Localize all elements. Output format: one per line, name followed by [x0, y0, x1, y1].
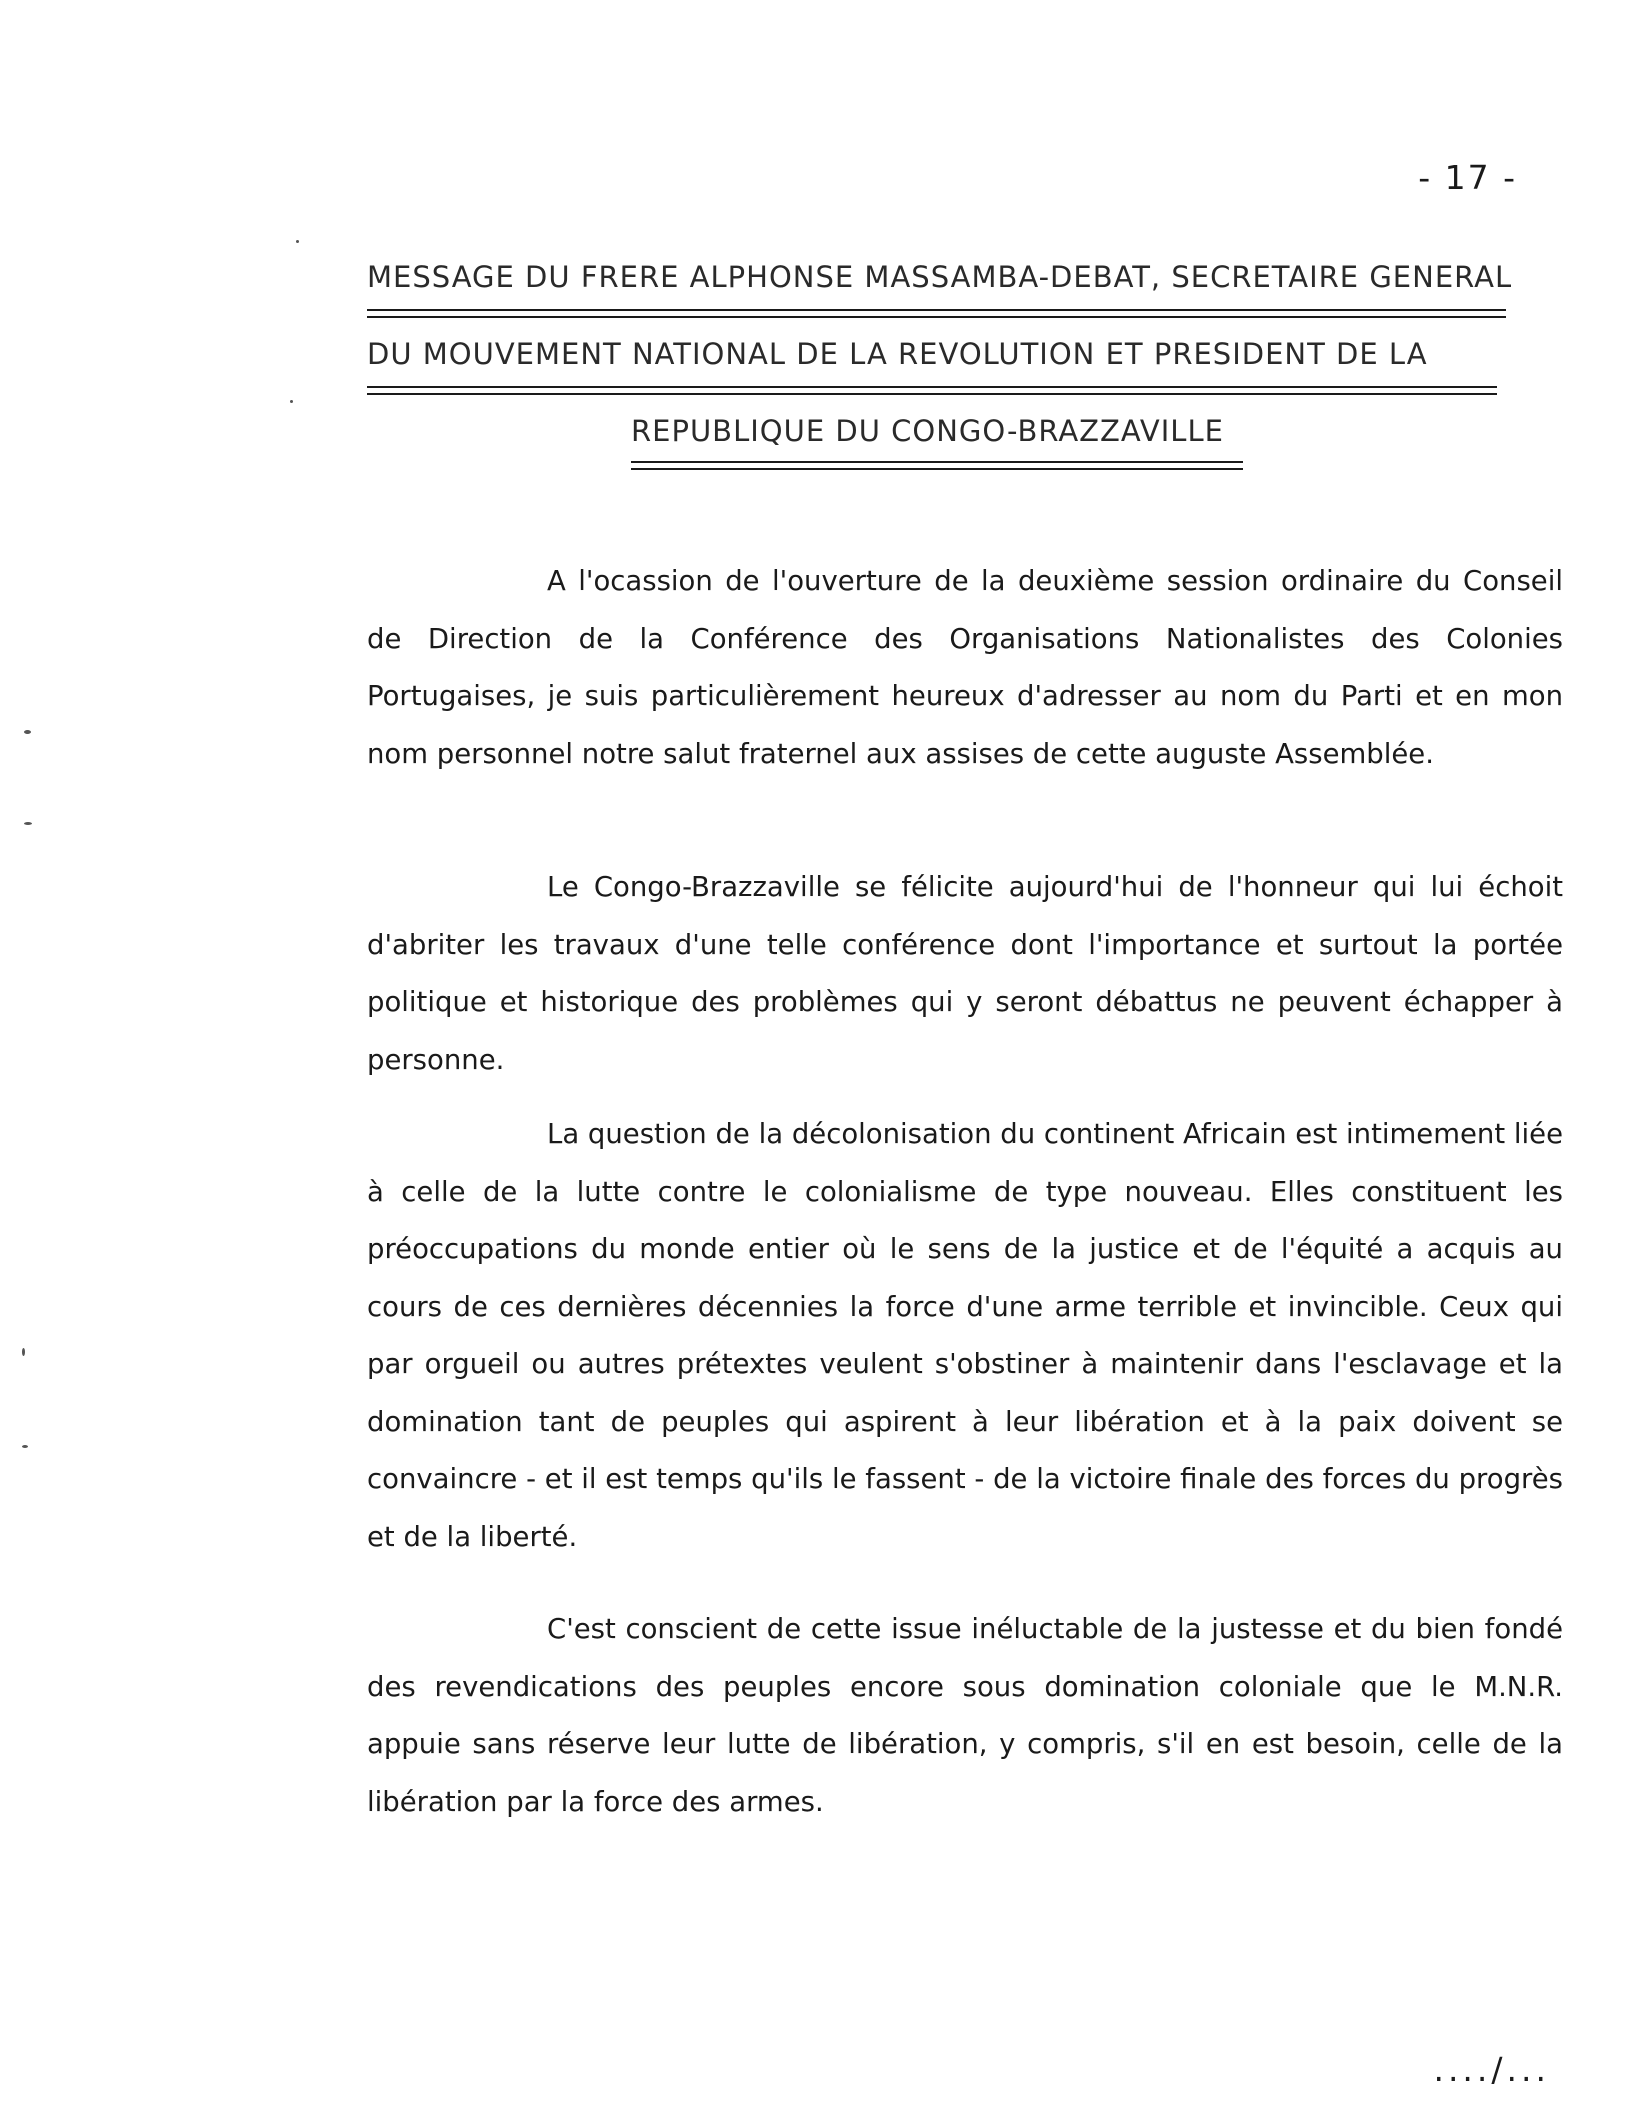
title-line-3: REPUBLIQUE DU CONGO-BRAZZAVILLE	[631, 414, 1224, 448]
scan-speck	[290, 400, 293, 403]
scan-speck	[22, 1445, 28, 1448]
scan-speck	[296, 240, 299, 243]
continuation-mark: ..../...	[1433, 2050, 1550, 2089]
title-underline-3	[631, 461, 1243, 470]
scan-speck	[24, 730, 31, 734]
title-underline-2	[367, 386, 1497, 395]
scan-speck	[24, 822, 32, 825]
title-line-2: DU MOUVEMENT NATIONAL DE LA REVOLUTION ET PRESIDENT DE LA	[367, 337, 1428, 371]
paragraph-1: A l'ocassion de l'ouverture de la deuxième session ordinaire du Conseil de Direction de la Conférence des Organisations Nationalistes des Colonies Portugaises, je suis particulièrement heureux d'adresser au nom du Parti et en mon nom personnel notre salut fraternel aux assises de cette auguste Assemblée.	[367, 565, 1563, 770]
paragraph-4: C'est conscient de cette issue inéluctable de la justesse et du bien fondé des revendications des peuples encore sous domination coloniale que le M.N.R. appuie sans réserve leur lutte de libération, y compris, s'il en est besoin, celle de la libération par la force des armes.	[367, 1613, 1563, 1818]
paragraph-2: Le Congo-Brazzaville se félicite aujourd'hui de l'honneur qui lui échoit d'abriter les travaux d'une telle conférence dont l'importance et surtout la portée politique et historique des problèmes qui y seront débattus ne peuvent échapper à personne.	[367, 871, 1563, 1076]
paragraph-3: La question de la décolonisation du continent Africain est intimement liée à celle de la lutte contre le colonialisme de type nouveau. Elles constituent les préoccupations du monde entier où le sens de la justice et de l'équité a acquis au cours de ces dernières décennies la force d'une arme terrible et invincible. Ceux qui par orgueil ou autres prétextes veulent s'obstiner à maintenir dans l'esclavage et la domination tant de peuples qui aspirent à leur libération et à la paix doivent se convaincre - et il est temps qu'ils le fassent - de la victoire finale des forces du progrès et de la liberté.	[367, 1118, 1563, 1553]
scan-speck	[22, 1348, 25, 1356]
title-line-1: MESSAGE DU FRERE ALPHONSE MASSAMBA-DEBAT, SECRETAIRE GENERAL	[367, 260, 1513, 294]
title-underline-1	[367, 309, 1506, 318]
page-number: - 17 -	[1418, 158, 1517, 197]
